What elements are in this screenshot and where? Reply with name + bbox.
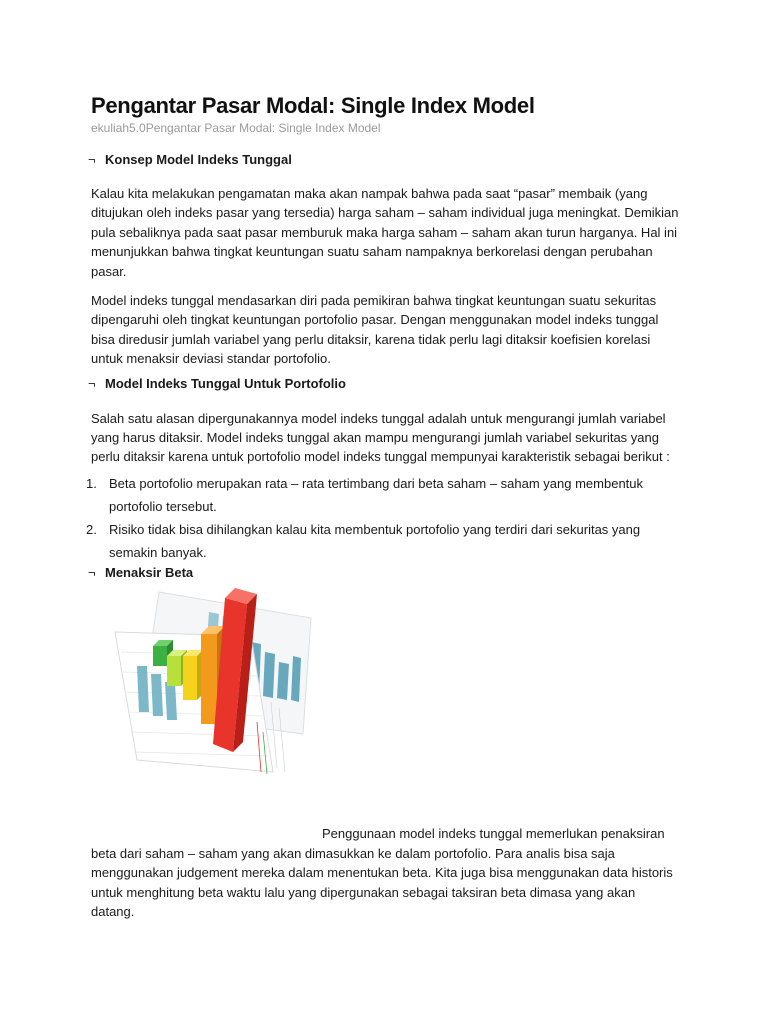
- list-item: [86, 472, 681, 518]
- paragraph: Salah satu alasan dipergunakannya model indeks tunggal adalah untuk mengurangi jumlah variabel yang harus ditaksir. Model indeks tunggal akan mampu mengurangi jumlah variabel sekuritas yang perlu ditaksir karena untuk portofolio model indeks tunggal mempunyai karakteristik sebagai berikut :: [91, 410, 670, 465]
- breadcrumb: ekuliah5.0Pengantar Pasar Modal: Single Index Model: [91, 121, 381, 135]
- paragraph: Kalau kita melakukan pengamatan maka akan nampak bahwa pada saat “pasar” membaik (yang ditujukan oleh indeks pasar yang tersedia) harga saham – saham individual juga meningkat. Demikian pula sebaliknya pada saat pasar memburuk maka harga saham – saham akan turun harganya. Hal ini menunjukkan bahwa tingkat keuntungan suatu saham nampaknya berkorelasi dengan perubahan pasar.: [91, 186, 679, 279]
- bullet-icon: ¬: [88, 152, 96, 167]
- list-item: [86, 518, 681, 564]
- page-title: Pengantar Pasar Modal: Single Index Model: [91, 93, 535, 118]
- section-heading-label: Model Indeks Tunggal Untuk Portofolio: [105, 375, 346, 391]
- section-heading-beta: [88, 564, 681, 582]
- bullet-icon: ¬: [88, 564, 96, 580]
- section-heading-label: Konsep Model Indeks Tunggal: [105, 152, 292, 167]
- list-item-text: Beta portofolio merupakan rata – rata tertimbang dari beta saham – saham yang membentuk portofolio tersebut.: [109, 475, 644, 514]
- bar-yellow: [183, 650, 203, 700]
- paragraph-menaksir-beta: [91, 824, 681, 922]
- section-heading-portofolio: [88, 375, 681, 393]
- section-heading-label: Menaksir Beta: [105, 564, 194, 580]
- paragraph: Model indeks tunggal mendasarkan diri pada pemikiran bahwa tingkat keuntungan suatu sekuritas dipengaruhi oleh tingkat keuntungan portofolio pasar. Dengan menggunakan model indeks tunggal bisa diredusir jumlah variabel yang perlu ditaksir, karena tidak perlu lagi ditaksir koefisien korelasi untuk menaksir deviasi standar portofolio.: [91, 293, 659, 367]
- numbered-list: [86, 472, 681, 564]
- list-number: 1.: [86, 475, 97, 491]
- bullet-icon: ¬: [88, 375, 96, 391]
- document-page: [86, 92, 681, 582]
- paragraph-text: Penggunaan model indeks tunggal memerlukan penaksiran beta dari saham – saham yang akan dimasukkan ke dalam portofolio. Para analis bisa saja menggunakan judgement mereka dalam menentukan beta. Kita juga bisa menggunakan data historis untuk menghitung beta waktu lalu yang dipergunakan sebagai taksiran beta dimasa yang akan datang.: [91, 826, 673, 920]
- bar-chart-illustration-icon: [101, 582, 325, 790]
- section-heading-konsep: [88, 151, 681, 169]
- list-number: 2.: [86, 521, 97, 537]
- list-item-text: Risiko tidak bisa dihilangkan kalau kita membentuk portofolio yang terdiri dari sekuritas yang semakin banyak.: [109, 521, 641, 560]
